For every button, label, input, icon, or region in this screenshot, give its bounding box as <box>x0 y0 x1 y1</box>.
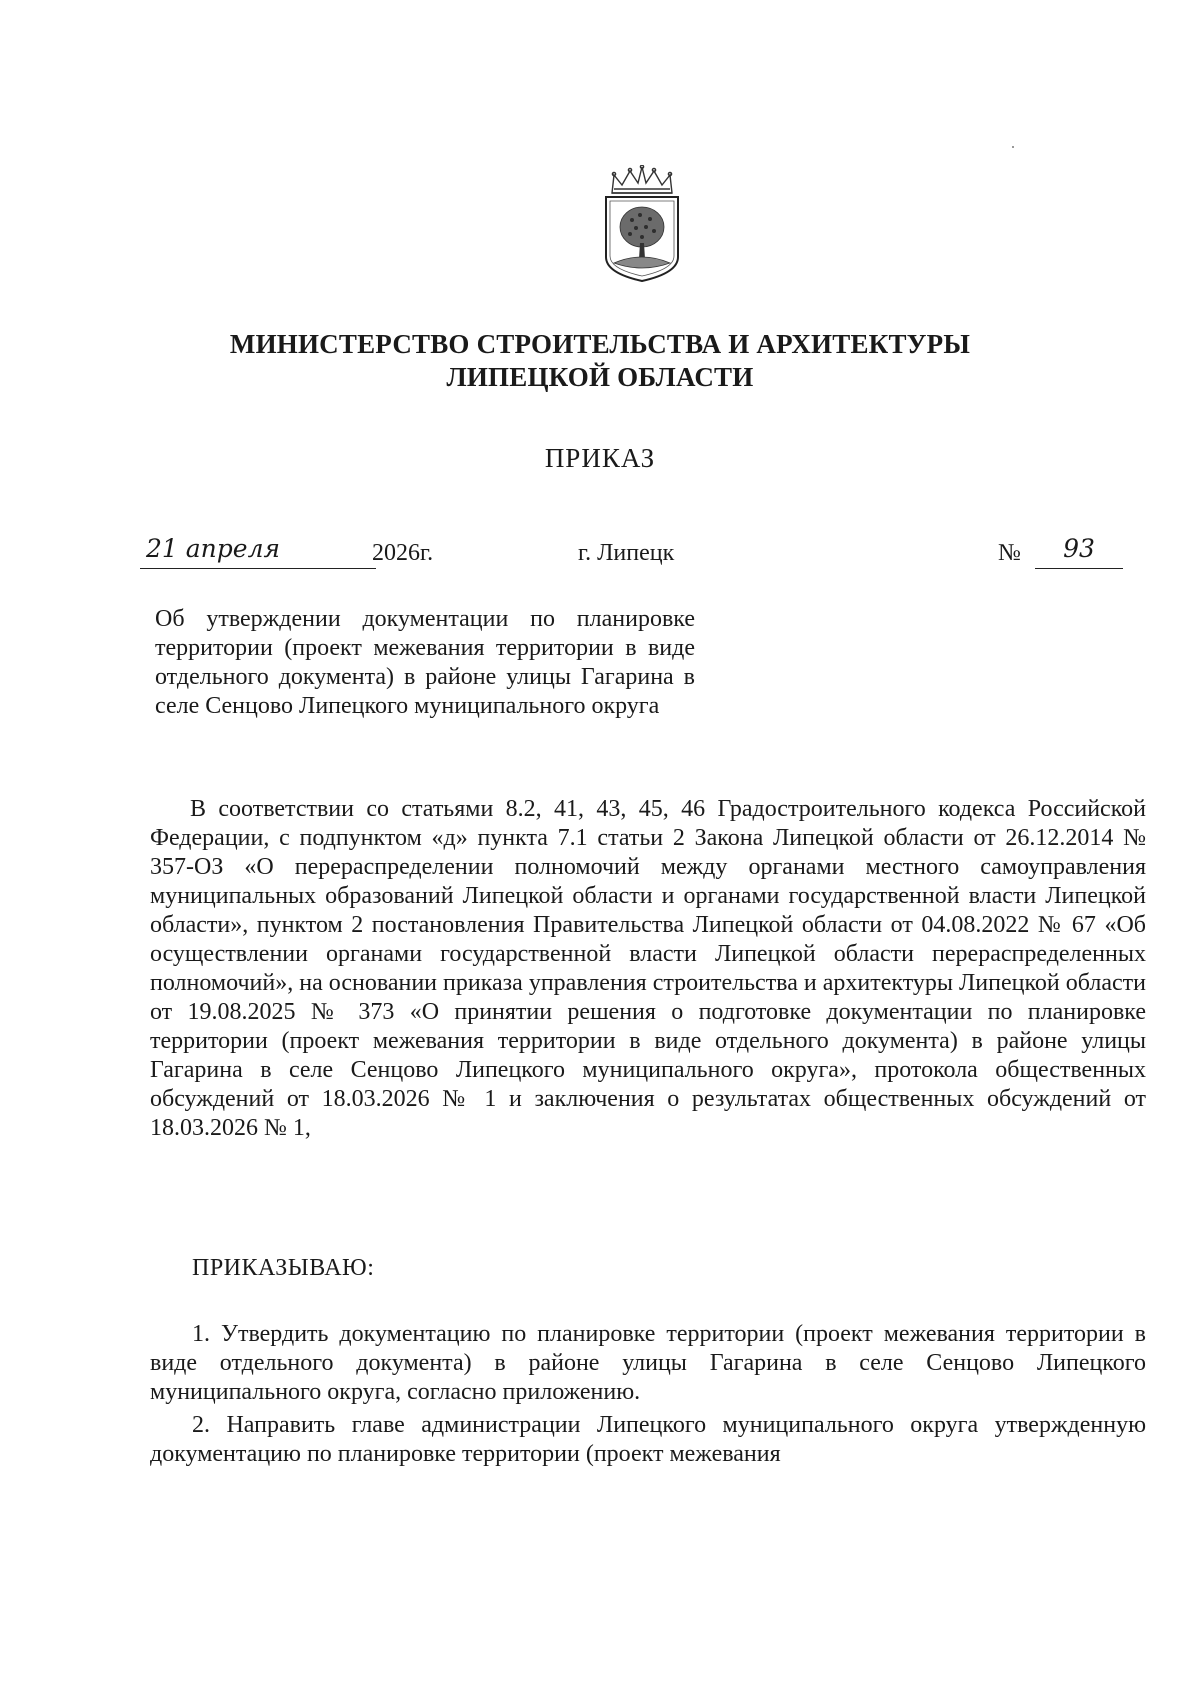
ministry-heading <box>150 328 1050 394</box>
scan-speck <box>1012 146 1014 148</box>
order-item-2: 2. Направить главе администрации Липецкого муниципального округа утвержденную документацию по планировке территории (проект межевания <box>150 1412 1146 1467</box>
date-year: 2026г. <box>372 540 434 566</box>
order-subject: Об утверждении документации по планировке территории (проект межевания территории в виде отдельного документа) в районе улицы Гагарина в селе Сенцово Липецкого муниципального округа <box>155 606 695 719</box>
date-number-line <box>140 534 1130 580</box>
document-type: ПРИКАЗ <box>544 443 656 473</box>
ministry-line-2: ЛИПЕЦКОЙ ОБЛАСТИ <box>446 362 754 392</box>
lipetsk-coat-of-arms-icon <box>600 165 684 285</box>
decree-word: ПРИКАЗЫВАЮ: <box>192 1255 375 1281</box>
number-label: № <box>998 540 1021 566</box>
order-items <box>150 1320 1146 1473</box>
city: г. Липецк <box>578 540 675 566</box>
order-item-1: 1. Утвердить документацию по планировке территории (проект межевания территории в виде отдельного документа) в районе улицы Гагарина в селе Сенцово Липецкого муниципального округа, согласно приложению. <box>150 1321 1146 1405</box>
handwritten-number: 93 <box>1035 534 1123 569</box>
ministry-line-1: МИНИСТЕРСТВО СТРОИТЕЛЬСТВА И АРХИТЕКТУРЫ <box>229 329 971 359</box>
preamble-paragraph: В соответствии со статьями 8.2, 41, 43, 45, 46 Градостроительного кодекса Российской Федерации, с подпунктом «д» пункта 7.1 статьи 2 Закона Липецкой области от 26.12.2014 № 357-ОЗ «О перераспределении полномочий между органами местного самоуправления муниципальных образований Липецкой области и органами государственной власти Липецкой области», пунктом 2 постановления Правительства Липецкой области от 04.08.2022 № 67 «Об осуществлении органами государственной власти Липецкой области перераспределенных полномочий», на основании приказа управления строительства и архитектуры Липецкой области от 19.08.2025 № 373 «О принятии решения о подготовке документации по планировке территории (проект межевания территории в виде отдельного документа) в районе улицы Гагарина в селе Сенцово Липецкого муниципального округа», протокола общественных обсуждений от 18.03.2026 № 1 и заключения о результатах общественных обсуждений от 18.03.2026 № 1, <box>150 796 1146 1141</box>
handwritten-date: 21 апреля <box>140 534 376 569</box>
